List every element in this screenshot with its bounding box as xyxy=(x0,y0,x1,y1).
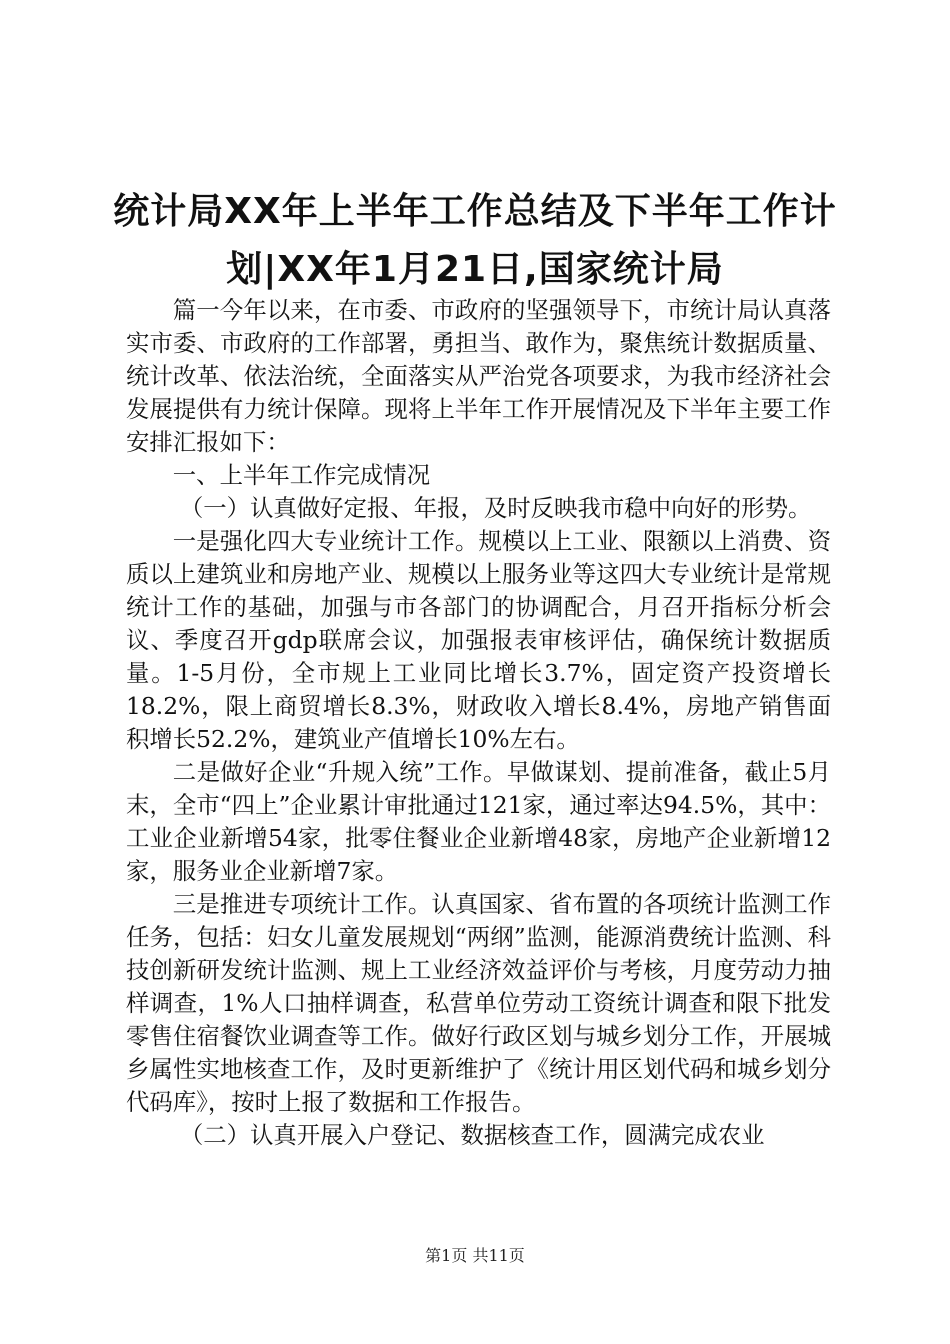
page-footer: 第1页 共11页 xyxy=(425,1246,525,1265)
paragraph-intro: 篇一今年以来，在市委、市政府的坚强领导下，市统计局认真落实市委、市政府的工作部署，勇担当、敢作为，聚焦统计数据质量、统计改革、依法治统，全面落实从严治党各项要求，为我市经济社会发展提供有力统计保障。现将上半年工作开展情况及下半年主要工作安排汇报如下： xyxy=(126,296,831,456)
title-line-1: 统计局XX年上半年工作总结及下半年工作计 xyxy=(113,191,837,232)
document-body xyxy=(126,294,831,1152)
subsection-heading-1: （一）认真做好定报、年报，及时反映我市稳中向好的形势。 xyxy=(179,494,812,522)
document-title xyxy=(110,183,840,299)
title-line-2: 划|XX年1月21日,国家统计局 xyxy=(226,249,724,290)
paragraph-item-2: 二是做好企业“升规入统”工作。早做谋划、提前准备，截止5月末，全市“四上”企业累计审批通过121家，通过率达94.5%，其中：工业企业新增54家，批零住餐业企业新增48家，房地产企业新增12家，服务业企业新增7家。 xyxy=(126,758,831,885)
section-heading: 一、上半年工作完成情况 xyxy=(172,461,431,489)
paragraph-item-3: 三是推进专项统计工作。认真国家、省布置的各项统计监测工作任务，包括：妇女儿童发展规划“两纲”监测，能源消费统计监测、科技创新研发统计监测、规上工业经济效益评价与考核，月度劳动力抽样调查，1%人口抽样调查，私营单位劳动工资统计调查和限下批发零售住宿餐饮业调查等工作。做好行政区划与城乡划分工作，开展城乡属性实地核查工作，及时更新维护了《统计用区划代码和城乡划分代码库》，按时上报了数据和工作报告。 xyxy=(126,890,831,1116)
subsection-heading-2: （二）认真开展入户登记、数据核查工作，圆满完成农业 xyxy=(179,1121,765,1149)
paragraph-item-1: 一是强化四大专业统计工作。规模以上工业、限额以上消费、资质以上建筑业和房地产业、规模以上服务业等这四大专业统计是常规统计工作的基础，加强与市各部门的协调配合，月召开指标分析会议、季度召开gdp联席会议，加强报表审核评估，确保统计数据质量。1-5月份，全市规上工业同比增长3.7%，固定资产投资增长18.2%，限上商贸增长8.3%，财政收入增长8.4%，房地产销售面积增长52.2%，建筑业产值增长10%左右。 xyxy=(126,527,831,753)
